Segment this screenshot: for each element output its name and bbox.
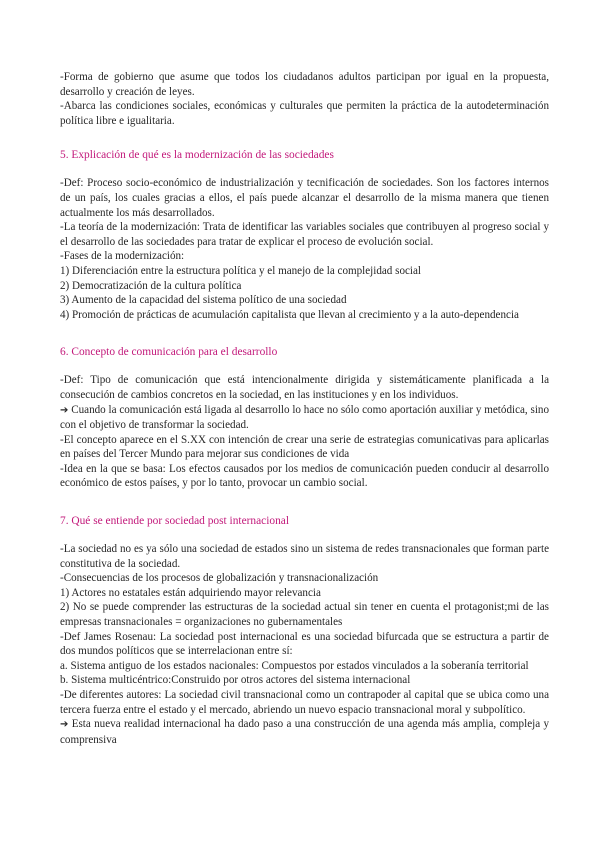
sec7-arrow-paragraph bbox=[60, 717, 549, 747]
intro-paragraph-1: -Forma de gobierno que asume que todos los ciudadanos adultos participan por igual en la propuesta, desarrollo y creación de leyes. bbox=[60, 71, 549, 98]
sec5-theory: -La teoría de la modernización: Trata de identificar las variables sociales que contribuyen al progreso social y el desarrollo de las sociedades para tratar de explicar el proceso de evolución social. bbox=[60, 221, 549, 248]
sec5-phase-1: 1) Diferenciación entre la estructura política y el manejo de la complejidad social bbox=[60, 264, 422, 277]
sec7-consequences-heading: -Consecuencias de los procesos de globalización y transnacionalización bbox=[60, 572, 379, 585]
sec7-paragraph-1: -La sociedad no es ya sólo una sociedad de estados sino un sistema de redes transnacionales que forman parte constitutiva de la sociedad. bbox=[60, 543, 549, 570]
document-page bbox=[60, 70, 549, 747]
sec5-phases-heading: -Fases de la modernización: bbox=[60, 250, 185, 263]
sec6-concept-origin: -El concepto aparece en el S.XX con intención de crear una serie de estrategias comunicativas para aplicarlas en países del Tercer Mundo para mejorar sus condiciones de vida bbox=[60, 433, 549, 461]
sec7-consequence-2: 2) No se puede comprender las estructuras de la sociedad actual sin tener en cuenta el protagonist;mi de las empresas transnacionales = organizaciones no gubernamentales bbox=[60, 601, 549, 629]
sec7-authors: -De diferentes autores: La sociedad civil transnacional como un contrapoder al capital que se ubica como una tercera fuerza entre el estado y el mercado, abriendo un nuevo espacio transnacional moral y subpolítico. bbox=[60, 689, 549, 716]
sec7-rosenau-definition: -Def James Rosenau: La sociedad post internacional es una sociedad bifurcada que se estructura a partir de dos mundos políticos que se interrelacionan entre sí: bbox=[60, 630, 549, 658]
sec7-system-b: b. Sistema multicéntrico:Construido por otros actores del sistema internacional bbox=[60, 674, 411, 687]
section-5-title: 5. Explicación de qué es la modernización de las sociedades bbox=[60, 149, 334, 162]
sec6-arrow-paragraph bbox=[60, 403, 549, 433]
sec6-core-idea: -Idea en la que se basa: Los efectos causados por los medios de comunicación pueden conducir al desarrollo económico de estos países, y por lo tanto, provocar un cambio social. bbox=[60, 462, 549, 490]
intro-paragraph-2: -Abarca las condiciones sociales, económicas y culturales que permiten la práctica de la autodeterminación política libre e igualitaria. bbox=[60, 100, 549, 127]
sec6-definition: -Def: Tipo de comunicación que está intencionalmente dirigida y sistemáticamente planificada a la consecución de cambios concretos en la sociedad, en las instituciones y en los individuos. bbox=[60, 374, 549, 401]
sec7-system-a: a. Sistema antiguo de los estados nacionales: Compuestos por estados vinculados a la soberanía territorial bbox=[60, 659, 529, 672]
sec5-definition: -Def: Proceso socio-económico de industrialización y tecnificación de sociedades. Son los factores internos de un país, los cuales gracias a ellos, el país puede alcanzar el desarrollo de la misma manera que tienen actualmente los más desarrollados. bbox=[60, 177, 549, 219]
arrow-icon: ➔ bbox=[60, 404, 69, 416]
sec7-consequence-1: 1) Actores no estatales están adquiriendo mayor relevancia bbox=[60, 586, 321, 599]
sec6-arrow-text: Cuando la comunicación está ligada al desarrollo lo hace no sólo como aportación auxiliar y metódica, sino con el objetivo de transformar la sociedad. bbox=[60, 403, 549, 432]
sec7-arrow-text: Esta nueva realidad internacional ha dado paso a una construcción de una agenda más amplia, compleja y comprensiva bbox=[60, 718, 549, 746]
section-7-title: 7. Qué se entiende por sociedad post internacional bbox=[60, 515, 290, 528]
sec5-phase-3: 3) Aumento de la capacidad del sistema político de una sociedad bbox=[60, 294, 347, 307]
section-6-title: 6. Concepto de comunicación para el desarrollo bbox=[60, 346, 278, 359]
sec5-phase-2: 2) Democratización de la cultura política bbox=[60, 279, 242, 292]
sec5-phase-4: 4) Promoción de prácticas de acumulación capitalista que llevan al crecimiento y a la auto-dependencia bbox=[60, 308, 519, 321]
arrow-icon: ➔ bbox=[60, 719, 69, 731]
